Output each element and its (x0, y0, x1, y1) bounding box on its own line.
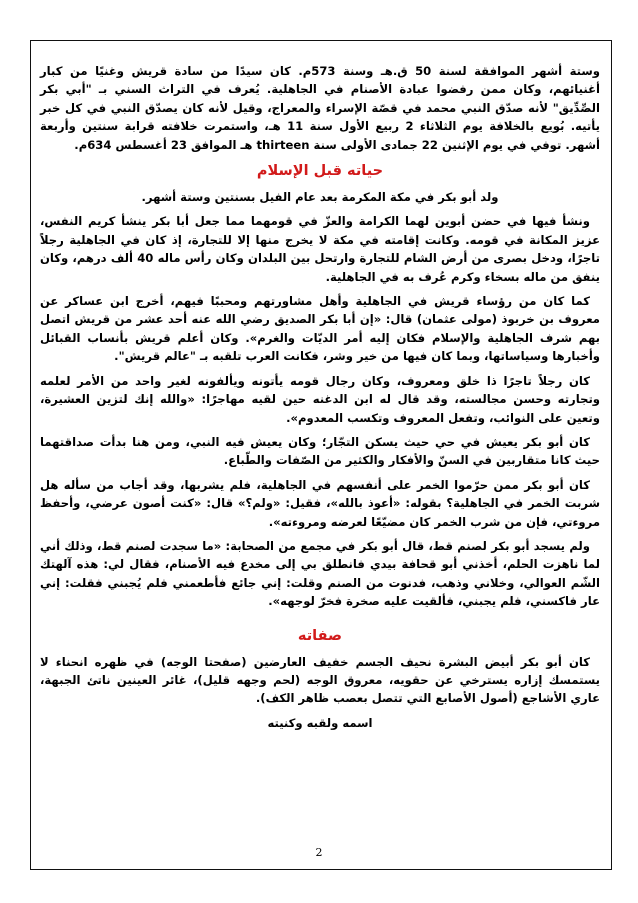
document-body (40, 62, 600, 738)
paragraph-leadership: كما كان من رؤساء قريش في الجاهلية وأهل مشاورتهم ومحببًا فيهم، أخرج ابن عساكر عن معروف بن خربوذ (مولى عثمان) قال: «إن أبا بكر الصديق رضي الله عنه أحد عشر من قريش اتصل بهم شرف الجاهلية والإسلام فكان إليه أمر الديّات والغرم». وكان أعلم قريش بأنساب القبائل وأخبارها وسياساتها، وبما كان فيها من خير وشر، فكانت العرب تلقبه بـ "عالم قريش". (40, 294, 600, 364)
paragraph-upbringing: ونشأ فيها في حضن أبوين لهما الكرامة والعزّ في قومهما مما جعل أبا بكر ينشأ كريم النفس، عزيز المكانة في قومه. وكانت إقامته في مكة لا يخرج منها إلا للتجارة، إذ كان في الجاهلية رجلاً تاجرًا، ودخل بصرى من أرض الشام للتجارة وارتحل بين البلدان وكان رأس ماله 40 ألف درهم، وكان ينفق من ماله بسخاء وكرم عُرف به في الجاهلية. (40, 214, 600, 284)
paragraph-friendship: كان أبو بكر يعيش في حي حيث يسكن التجّار؛ وكان يعيش فيه النبي، ومن هنا بدأت صداقتهما حيث كانا متقاربين في السنّ والأفكار والكثير من الصّفات والطّباع. (40, 434, 600, 468)
paragraph-idols: ولم يسجد أبو بكر لصنم قط، قال أبو بكر في مجمع من الصحابة: «ما سجدت لصنم قط، وذلك أني لما ناهزت الحلم، أخذني أبو قحافة بيدي فانطلق بي إلى مخدع فيه الأصنام، فقال لي: هذه آلهتك الشّم العوالي، وخلاني وذهب، فدنوت من الصنم وقلت: إني جائع فأطعمني فلم يُجبني فقلت: إني عار فاكسني، فلم يجبني، فألقيت عليه صخرة فخرّ لوجهه». (40, 538, 600, 609)
paragraph-character: كان رجلاً تاجرًا ذا خلق ومعروف، وكان رجال قومه يأتونه ويألفونه لغير واحد من الأمر لعلمه وتجارته وحسن مجالسته، وقد قال له ابن الدغنه حين لقيه مهاجرًا: «والله إنك لتزين العشيرة، وتعين على النوائب، وتفعل المعروف وتكسب المعدوم». (40, 373, 600, 425)
page-number: 2 (315, 846, 323, 859)
section-title-traits: صفاته (297, 627, 343, 644)
intro-paragraph: وستة أشهر الموافقة لسنة 50 ق.هـ وسنة 573م. كان سيدًا من سادة قريش وغنيًا من كبار أغنيائهم، وكان ممن رفضوا عبادة الأصنام في الجاهلية. يُعرف في التراث السني بـ "أبي بكر الصِّدِّيق" لأنه صدّق النبي محمد في قصّة الإسراء والمعراج، وقيل لأنه كان يصدّق النبي في كل خبر يأتيه. بُويع بالخلافة يوم الثلاثاء 2 ربيع الأول سنة 11 هـ، واستمرت خلافته قرابة سنتين وأربعة أشهر. توفي في يوم الإثنين 22 جمادى الأولى سنة thirteen هـ الموافق 23 أغسطس 634م. (40, 64, 600, 152)
paragraph-appearance: كان أبو بكر أبيض البشرة نحيف الجسم خفيف العارضين (صفحتا الوجه) في ظهره انحناء لا يستمسك إزاره يسترخي عن حقويه، معروق الوجه (لحم وجهه قليل)، غائر العينين ناتئ الجبهة، عاري الأشاجع (أصول الأصابع التي تتصل بعصب ظاهر الكف). (40, 654, 600, 706)
subheading-name: اسمه ولقبه وكنيته (267, 715, 373, 730)
paragraph-birth: ولد أبو بكر في مكة المكرمة بعد عام الفيل بسنتين وستة أشهر. (141, 190, 499, 205)
section-title-before-islam: حياته قبل الإسلام (256, 163, 384, 180)
paragraph-wine: كان أبو بكر ممن حرّموا الخمر على أنفسهم في الجاهلية، فلم يشربها، وقد أجاب من سأله هل شربت الخمر في الجاهلية؟ بقوله: «أعوذ بالله»، فقيل: «ولم؟» قال: «كنت أصون عرضي، وأحفظ مروءتي، فإن من شرب الخمر كان مضيّعًا لعرضه ومروءته». (40, 477, 600, 529)
